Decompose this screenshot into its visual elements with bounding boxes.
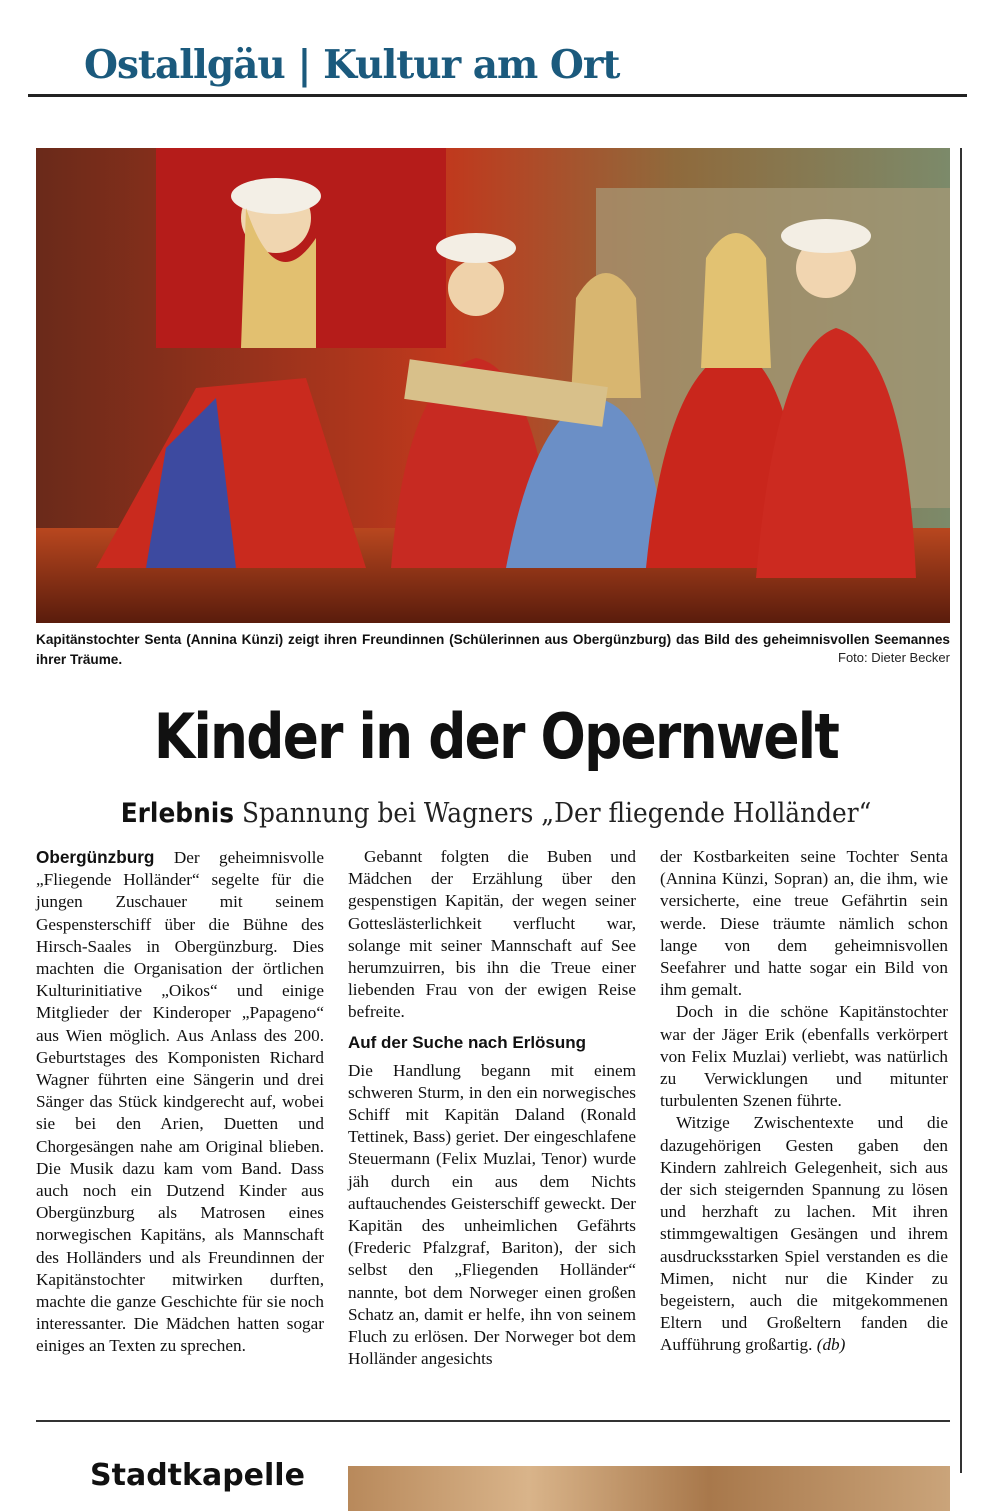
article-column-3 bbox=[660, 846, 948, 1357]
kicker: Erlebnis bbox=[120, 798, 235, 829]
headline: Kinder in der Opernwelt bbox=[153, 700, 839, 773]
stage-photo-icon bbox=[36, 148, 950, 623]
article-subheading: Auf der Suche nach Erlösung bbox=[348, 1032, 587, 1052]
bottom-rule bbox=[36, 1420, 950, 1422]
photo-credit: Foto: Dieter Becker bbox=[838, 650, 950, 665]
subheadline bbox=[40, 798, 953, 829]
dateline: Obergünzburg bbox=[36, 847, 155, 867]
article-paragraph bbox=[36, 846, 324, 1358]
article-paragraph: Doch in die schöne Kapitänstochter war der Jäger Erik (ebenfalls verkörpert von Felix Muzlai) verliebt, was natürlich zu Verwicklungen und mitunter turbulenten Szenen führte. bbox=[660, 1002, 948, 1111]
article-column-2 bbox=[348, 846, 636, 1370]
subheadline-text: Spannung bei Wagners „Der fliegende Holländer“ bbox=[241, 798, 872, 829]
header-rule bbox=[28, 94, 967, 97]
next-article-headline: Stadtkapelle bbox=[90, 1458, 305, 1493]
article-paragraph bbox=[660, 1112, 948, 1356]
article-column-1 bbox=[36, 846, 324, 1358]
paragraph-text: Witzige Zwischentexte und die dazugehörigen Gesten gaben den Kindern zahlreich Gelegenheit, sich aus der sich steigernden Spannung zu lösen und herzhaft zu lachen. Mit ihren stimmgewaltigen Gesängen und ihrem ausdrucksstarken Spiel verstanden es die Mimen, nicht nur die Kinder zu begeistern, auch die mitgekommenen Eltern und Großeltern fanden die Aufführung großartig. bbox=[660, 1113, 948, 1355]
next-article-photo bbox=[348, 1466, 950, 1511]
photo-caption: Kapitänstochter Senta (Annina Künzi) zeigt ihren Freundinnen (Schülerinnen aus Obergünzburg) das Bild des geheimnisvollen Seemannes ihrer Träume. bbox=[36, 632, 950, 667]
section-header: Ostallgäu | Kultur am Ort bbox=[84, 42, 620, 88]
article-paragraph: Die Handlung begann mit einem schweren Sturm, in den ein norwegisches Schiff mit Kapitän Daland (Ronald Tettinek, Bass) geriet. Der eingeschlafene Steuermann (Felix Muzlai, Tenor) wurde jäh durch ein aus dem Nichts auftauchendes Geisterschiff geweckt. Der Kapitän des unheimlichen Gefährts (Frederic Pfalzgraf, Bariton), der sich selbst den „Fliegenden Holländer“ nannte, bot dem Norweger einen großen Schatz an, damit er helfe, ihn von seinem Fluch zu erlösen. Der Norweger bot dem Holländer angesichts bbox=[348, 1060, 636, 1369]
article-paragraph: Gebannt folgten die Buben und Mädchen der Erzählung über den gespenstigen Kapitän, der wegen seiner Gotteslästerlichkeit verflucht war, solange mit seiner Mannschaft auf See herumzuirren, bis ihn die Treue einer liebenden Frau von der ewigen Reise befreite. bbox=[348, 847, 636, 1022]
paragraph-text: Der geheimnisvolle „Fliegende Holländer“ segelte für die jungen Zuschauer mit seinem Gespensterschiff über die Bühne des Hirsch-Saales in Obergünzburg. Dies machten die Organisation der örtlichen Kulturinitiative „Oikos“ und einige Mitglieder der Kinderoper „Papageno“ aus Wien möglich. Aus Anlass des 200. Geburtstages des Komponisten Richard Wagner führten eine Sängerin und drei Sänger das Stück kindgerecht auf, wobei sie bei den Arien, Duetten und Chorgesängen nahe am Original blieben. Die Musik dazu kam vom Band. Dass auch noch ein Dutzend Kinder aus Obergünzburg als Matrosen eines norwegischen Kapitäns, als Mannschaft des Holländers und als Freundinnen der Kapitänstochter mitwirken durften, machte die ganze Geschichte für sie noch interessanter. Die Mädchen hatten sogar einiges an Texten zu sprechen. bbox=[36, 848, 324, 1356]
article-paragraph: der Kostbarkeiten seine Tochter Senta (Annina Künzi, Sopran) an, die ihm, wie versicherte, eine treue Gefährtin sein werde. Diese träumte nämlich schon lange von dem geheimnisvollen Seefahrer und hatte sogar ein Bild von ihm gemalt. bbox=[660, 847, 948, 1000]
column-rule bbox=[960, 148, 962, 1473]
author-signature: (db) bbox=[816, 1335, 846, 1355]
